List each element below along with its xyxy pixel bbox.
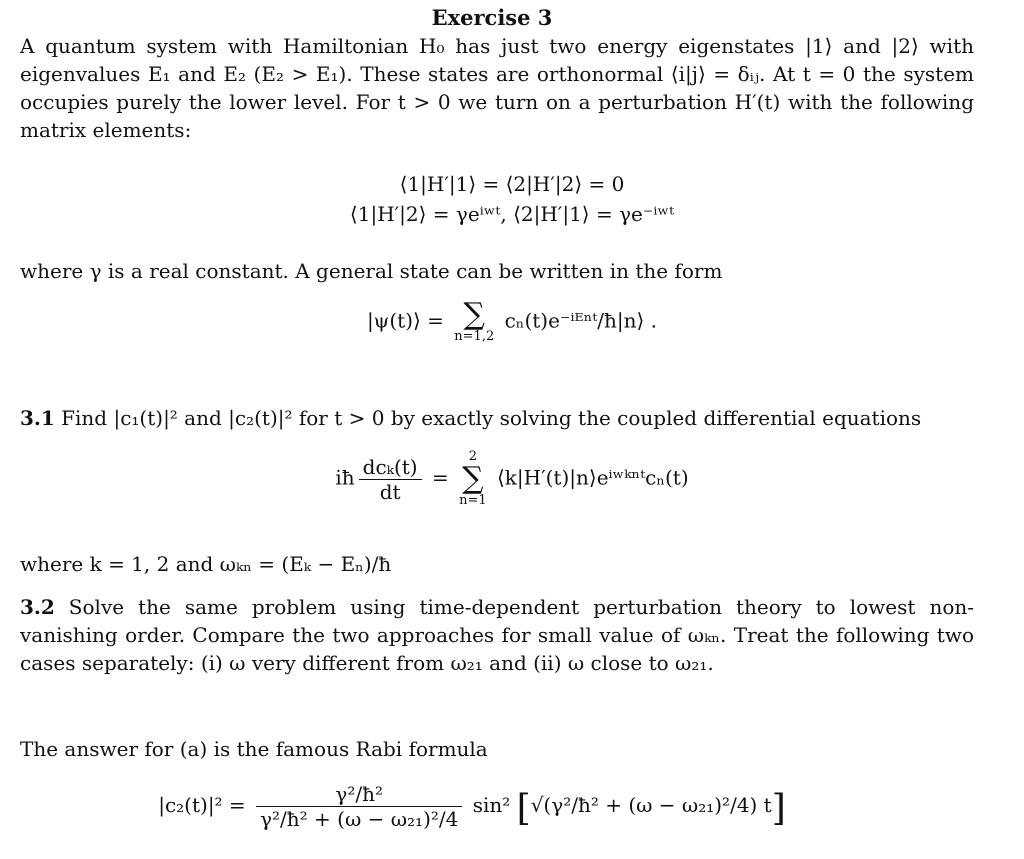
coupled-denominator: dt [379,479,401,504]
rabi-numerator: γ²/ħ² [256,782,462,807]
rabi-denominator: γ²/ħ² + (ω − ω₂₁)²/4 [260,807,459,831]
matrix-equation-2: ⟨1|H′|2⟩ = γeⁱʷᵗ, ⟨2|H′|1⟩ = γe⁻ⁱʷᵗ [349,202,675,226]
state-lhs: |ψ(t)⟩ = [366,308,444,333]
intro-paragraph: A quantum system with Hamiltonian H₀ has just two energy eigenstates |1⟩ and |2⟩ with eigenvalues E₁ and E₂ (E₂ > E₁). These states are orthonormal ⟨i|j⟩ = δᵢⱼ. At t = 0 the system occupies purely the lower level. For t > 0 we turn on a perturbation H′(t) with the following matrix elements: [20,34,974,142]
where-gamma-text: where γ is a real constant. A general state can be written in the form [20,259,723,283]
rabi-formula [0,782,984,831]
matrix-elements-equations [0,170,1024,230]
rabi-intro-text: The answer for (a) is the famous Rabi formula [20,737,488,761]
state-sum-lower-limit: n=1,2 [454,329,495,344]
coupled-numerator: dcₖ(t) [359,455,422,480]
rabi-fraction [256,782,462,831]
state-rhs: cₙ(t)e⁻ⁱᴱⁿᵗ/ħ|n⟩ . [504,308,658,333]
coupled-fraction [359,455,422,504]
state-sum [454,297,495,344]
sigma-symbol: ∑ [462,461,484,496]
rabi-sin: sin² [472,793,511,817]
where-k-text: where k = 1, 2 and ωₖₙ = (Eₖ − Eₙ)/ħ [20,552,392,576]
rabi-lhs: |c₂(t)|² = [158,793,246,817]
section-3-1-number: 3.1 [20,406,55,430]
exercise-title: Exercise 3 [431,5,553,30]
matrix-equation-1: ⟨1|H′|1⟩ = ⟨2|H′|2⟩ = 0 [399,172,625,196]
coupled-sum-lower-limit: n=1 [459,493,487,508]
section-3-2-number: 3.2 [20,595,55,619]
coupled-rhs: ⟨k|H′(t)|n⟩eⁱʷᵏⁿᵗcₙ(t) [496,465,689,490]
coupled-sum [459,450,487,508]
section-3-2-text: Solve the same problem using time-dependent perturbation theory to lowest non-vanishing order. Compare the two approaches for small value of ωₖₙ. Treat the following two cases separately: (i) ω very different from ω₂₁ and (ii) ω close to ω₂₁. [20,595,974,675]
section-3-2 [20,593,974,677]
section-3-1 [20,404,974,432]
section-3-1-text: Find |c₁(t)|² and |c₂(t)|² for t > 0 by exactly solving the coupled differential equations [54,406,922,430]
left-bracket: [ [516,788,531,829]
coupled-sum-upper-limit: 2 [468,449,477,464]
right-bracket: ] [771,788,786,829]
coupled-equation: iħ $\frac{\text{dcₖ(t)}}{dt}$ = 2 ∑ n=1 ⟨k|H′(t)|n⟩eⁱʷᵏⁿᵗcₙ(t) [335,449,689,508]
rabi-argument: √(γ²/ħ² + (ω − ω₂₁)²/4) t [530,793,772,817]
sigma-symbol: ∑ [463,297,485,332]
state-equation [0,297,1024,344]
coupled-prefix: iħ [335,465,355,490]
